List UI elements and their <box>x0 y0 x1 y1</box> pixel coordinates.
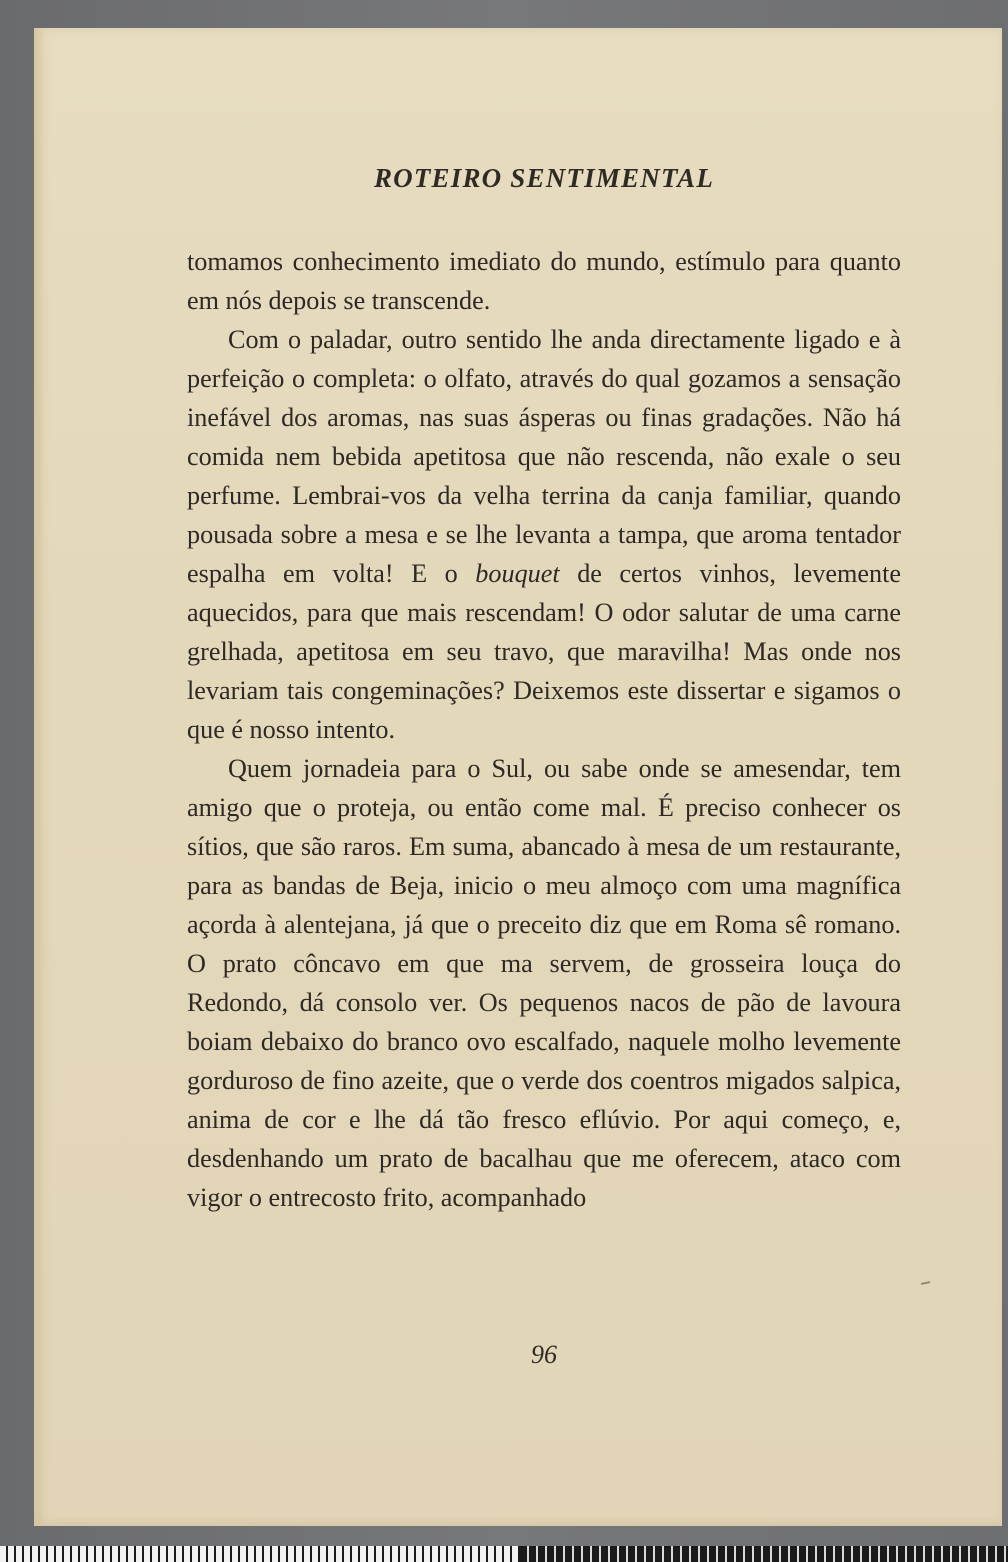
paragraph-smell-text-end: de certos vinhos, levemente aquecidos, para que mais rescendam! O odor salutar de uma carne grelhada, apetitosa em seu travo, que maravilha! Mas onde nos levariam tais congeminações? Deixemos este dissertar e sigamos o que é nosso intento. <box>187 559 901 744</box>
color-scale-bar-dark <box>520 1546 1008 1562</box>
paragraph-journey-south: Quem jornadeia para o Sul, ou sabe onde se amesendar, tem amigo que o proteja, ou então come mal. É preciso conhecer os sítios, que são raros. Em suma, abancado à mesa de um restaurante, para as bandas de Beja, inicio o meu almoço com uma magnífica açorda à alentejana, já que o preceito diz que em Roma sê romano. O prato côncavo em que ma servem, de grosseira louça do Redondo, dá consolo ver. Os pequenos nacos de pão de lavoura boiam debaixo do branco ovo escalfado, naquele molho levemente gorduroso de fino azeite, que o verde dos coentros migados salpica, anima de cor e lhe dá tão fresco eflúvio. Por aqui começo, e, desdenhando um prato de bacalhau que me oferecem, ataco com vigor o entrecosto frito, acompanhado <box>187 754 901 1212</box>
paragraph-smell <box>187 320 901 749</box>
page-deckle-edge <box>34 28 44 1526</box>
page-number: 96 <box>531 1340 557 1369</box>
paragraph-smell-text-start: Com o paladar, outro sentido lhe anda directamente ligado e à perfeição o completa: o olfato, através do qual gozamos a sensação inefável dos aromas, nas suas ásperas ou finas gradações. Não há comida nem bebida apetitosa que não rescenda, não exale o seu perfume. Lembrai-vos da velha terrina da canja familiar, quando pousada sobre a mesa e se lhe levanta a tampa, que aroma tentador espalha em volta! E o <box>187 325 901 588</box>
paragraph-continued: tomamos conhecimento imediato do mundo, estímulo para quanto em nós depois se transcende. <box>187 247 901 315</box>
running-head: ROTEIRO SENTIMENTAL <box>373 163 715 193</box>
italic-word-bouquet: bouquet <box>475 559 560 588</box>
body-text <box>187 242 901 1217</box>
